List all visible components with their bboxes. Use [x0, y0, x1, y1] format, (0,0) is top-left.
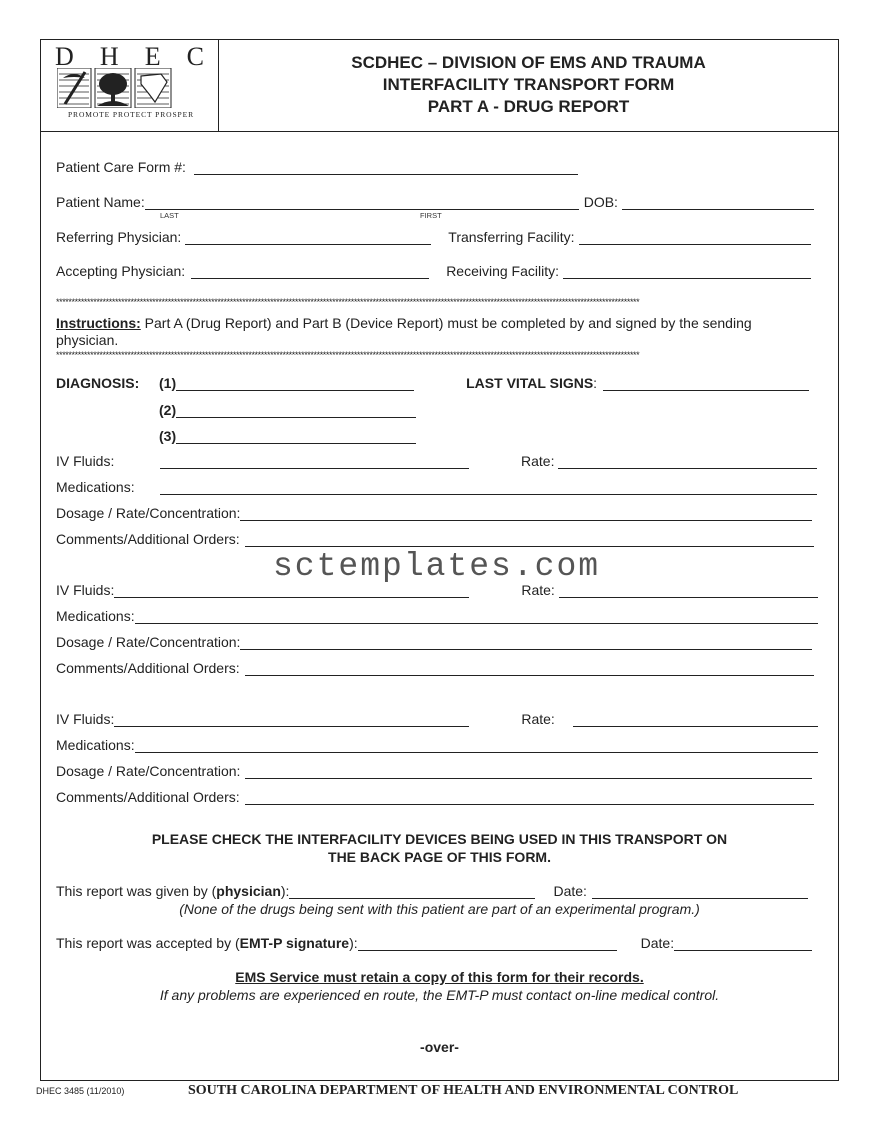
header-divider	[41, 131, 838, 132]
comments-row-3	[56, 789, 814, 805]
iv-fluids-field-1[interactable]	[160, 454, 469, 469]
last-vital-signs-colon: :	[593, 375, 598, 391]
accepting-physician-label: Accepting Physician:	[56, 263, 186, 279]
dob-label: DOB:	[583, 194, 618, 210]
medications-field-2[interactable]	[135, 609, 818, 624]
problems-notice: If any problems are experienced en route, the EMT-P must contact on-line medical control.	[159, 987, 720, 1003]
transferring-facility-label: Transferring Facility:	[448, 229, 575, 245]
medications-label-3: Medications:	[56, 737, 135, 753]
diagnosis-field-3[interactable]	[176, 429, 416, 444]
medications-field-3[interactable]	[135, 738, 818, 753]
accepted-by-date-label: Date:	[640, 935, 675, 951]
last-vital-signs-field[interactable]	[603, 376, 809, 391]
diagnosis-number-3: (3)	[159, 428, 177, 444]
emt-signature-field[interactable]	[358, 936, 617, 951]
over-indicator: -over-	[420, 1039, 459, 1055]
logo-emblem-icon	[57, 68, 205, 108]
diagnosis-row-3	[159, 428, 416, 444]
logo-letter-c: C	[186, 42, 205, 71]
experimental-note: (None of the drugs being sent with this patient are part of an experimental program.)	[179, 901, 700, 917]
comments-row-1	[56, 531, 814, 547]
logo-letter-d: D	[55, 42, 75, 71]
star-divider-bottom: ********************************************************************************************************************************************************************************************	[56, 350, 640, 360]
patient-care-form-label: Patient Care Form #:	[56, 159, 186, 175]
accepted-by-suffix: ):	[349, 935, 358, 951]
iv-fluids-label-2: IV Fluids:	[56, 582, 115, 598]
given-by-role: physician	[216, 883, 281, 899]
iv-fluids-row-3	[56, 711, 818, 727]
dhec-logo	[41, 40, 219, 131]
accepted-by-prefix: This report was accepted by (	[56, 935, 240, 951]
given-by-date-label: Date:	[553, 883, 587, 899]
patient-name-label: Patient Name:	[56, 194, 145, 210]
comments-label-2: Comments/Additional Orders:	[56, 660, 240, 676]
referring-physician-field[interactable]	[185, 230, 431, 245]
instructions	[56, 315, 786, 349]
form-title	[219, 52, 838, 118]
rate-label-3: Rate:	[521, 711, 555, 727]
accepted-by-row	[56, 935, 812, 951]
instructions-label: Instructions:	[56, 315, 141, 331]
title-line-form: INTERFACILITY TRANSPORT FORM	[382, 75, 675, 94]
dob-field[interactable]	[622, 195, 814, 210]
diagnosis-row-2	[159, 402, 416, 418]
iv-fluids-label-1: IV Fluids:	[56, 453, 115, 469]
medications-row-2	[56, 608, 818, 624]
medications-row-3	[56, 737, 818, 753]
rate-label-2: Rate:	[521, 582, 555, 598]
given-by-row	[56, 883, 808, 899]
retain-copy-notice: EMS Service must retain a copy of this form for their records.	[235, 969, 644, 985]
physician-signature-field[interactable]	[289, 884, 535, 899]
diagnosis-field-2[interactable]	[176, 403, 416, 418]
title-line-division: SCDHEC – DIVISION OF EMS AND TRAUMA	[351, 53, 706, 72]
watermark: sctemplates.com	[273, 548, 601, 585]
diagnosis-field-1[interactable]	[176, 376, 414, 391]
given-by-prefix: This report was given by (	[56, 883, 217, 899]
instructions-text: Part A (Drug Report) and Part B (Device Report) must be completed by and signed by the sending physician.	[56, 315, 752, 348]
last-vital-signs-label: LAST VITAL SIGNS	[466, 375, 594, 391]
rate-field-2[interactable]	[559, 583, 818, 598]
patient-care-form-field[interactable]	[194, 160, 578, 175]
last-name-caption: LAST	[160, 211, 179, 220]
medications-label-1: Medications:	[56, 479, 135, 495]
diagnosis-label: DIAGNOSIS:	[56, 375, 140, 391]
dosage-row-2	[56, 634, 812, 650]
referring-row	[56, 229, 811, 245]
iv-fluids-row-2	[56, 582, 818, 598]
medications-field-1[interactable]	[160, 480, 817, 495]
logo-letter-e: E	[144, 42, 162, 71]
iv-fluids-row-1	[56, 453, 817, 469]
comments-label-1: Comments/Additional Orders:	[56, 531, 240, 547]
rate-label-1: Rate:	[521, 453, 555, 469]
accepting-physician-field[interactable]	[191, 264, 429, 279]
check-devices-line-1: PLEASE CHECK THE INTERFACILITY DEVICES BEING USED IN THIS TRANSPORT ON	[151, 831, 728, 847]
accepting-row	[56, 263, 811, 279]
check-devices-notice	[40, 830, 839, 866]
dosage-label-3: Dosage / Rate/Concentration:	[56, 763, 241, 779]
iv-fluids-field-3[interactable]	[114, 712, 469, 727]
medications-row-1	[56, 479, 817, 495]
referring-physician-label: Referring Physician:	[56, 229, 182, 245]
rate-field-3[interactable]	[573, 712, 818, 727]
comments-label-3: Comments/Additional Orders:	[56, 789, 240, 805]
comments-field-2[interactable]	[245, 661, 814, 676]
comments-field-1[interactable]	[245, 532, 814, 547]
rate-field-1[interactable]	[558, 454, 817, 469]
dosage-row-3	[56, 763, 812, 779]
logo-motto: PROMOTE PROTECT PROSPER	[67, 110, 194, 119]
diagnosis-number-1: (1)	[159, 375, 177, 391]
dosage-field-2[interactable]	[240, 635, 812, 650]
dosage-label-2: Dosage / Rate/Concentration:	[56, 634, 241, 650]
diagnosis-row-1	[56, 375, 809, 391]
check-devices-line-2: THE BACK PAGE OF THIS FORM.	[328, 849, 551, 865]
iv-fluids-field-2[interactable]	[114, 583, 469, 598]
patient-name-row	[56, 194, 814, 210]
iv-fluids-label-3: IV Fluids:	[56, 711, 115, 727]
title-line-part: PART A - DRUG REPORT	[427, 97, 630, 116]
medications-label-2: Medications:	[56, 608, 135, 624]
patient-care-form-row	[56, 159, 578, 175]
department-name: SOUTH CAROLINA DEPARTMENT OF HEALTH AND ENVIRONMENTAL CONTROL	[188, 1083, 739, 1098]
dosage-field-3[interactable]	[245, 764, 812, 779]
comments-row-2	[56, 660, 814, 676]
given-by-date-field[interactable]	[592, 884, 808, 899]
dosage-label-1: Dosage / Rate/Concentration:	[56, 505, 241, 521]
accepted-by-role: EMT-P signature	[239, 935, 350, 951]
receiving-facility-field[interactable]	[563, 264, 811, 279]
form-number: DHEC 3485 (11/2010)	[36, 1086, 125, 1096]
star-divider-top: ********************************************************************************************************************************************************************************************	[56, 297, 640, 307]
comments-field-3[interactable]	[245, 790, 814, 805]
dosage-field-1[interactable]	[240, 506, 812, 521]
accepted-by-date-field[interactable]	[674, 936, 812, 951]
diagnosis-number-2: (2)	[159, 402, 177, 418]
patient-name-field[interactable]	[145, 195, 579, 210]
first-name-caption: FIRST	[420, 211, 442, 220]
logo-letter-h: H	[99, 42, 120, 71]
dosage-row-1	[56, 505, 812, 521]
given-by-suffix: ):	[280, 883, 290, 899]
receiving-facility-label: Receiving Facility:	[446, 263, 560, 279]
transferring-facility-field[interactable]	[579, 230, 811, 245]
